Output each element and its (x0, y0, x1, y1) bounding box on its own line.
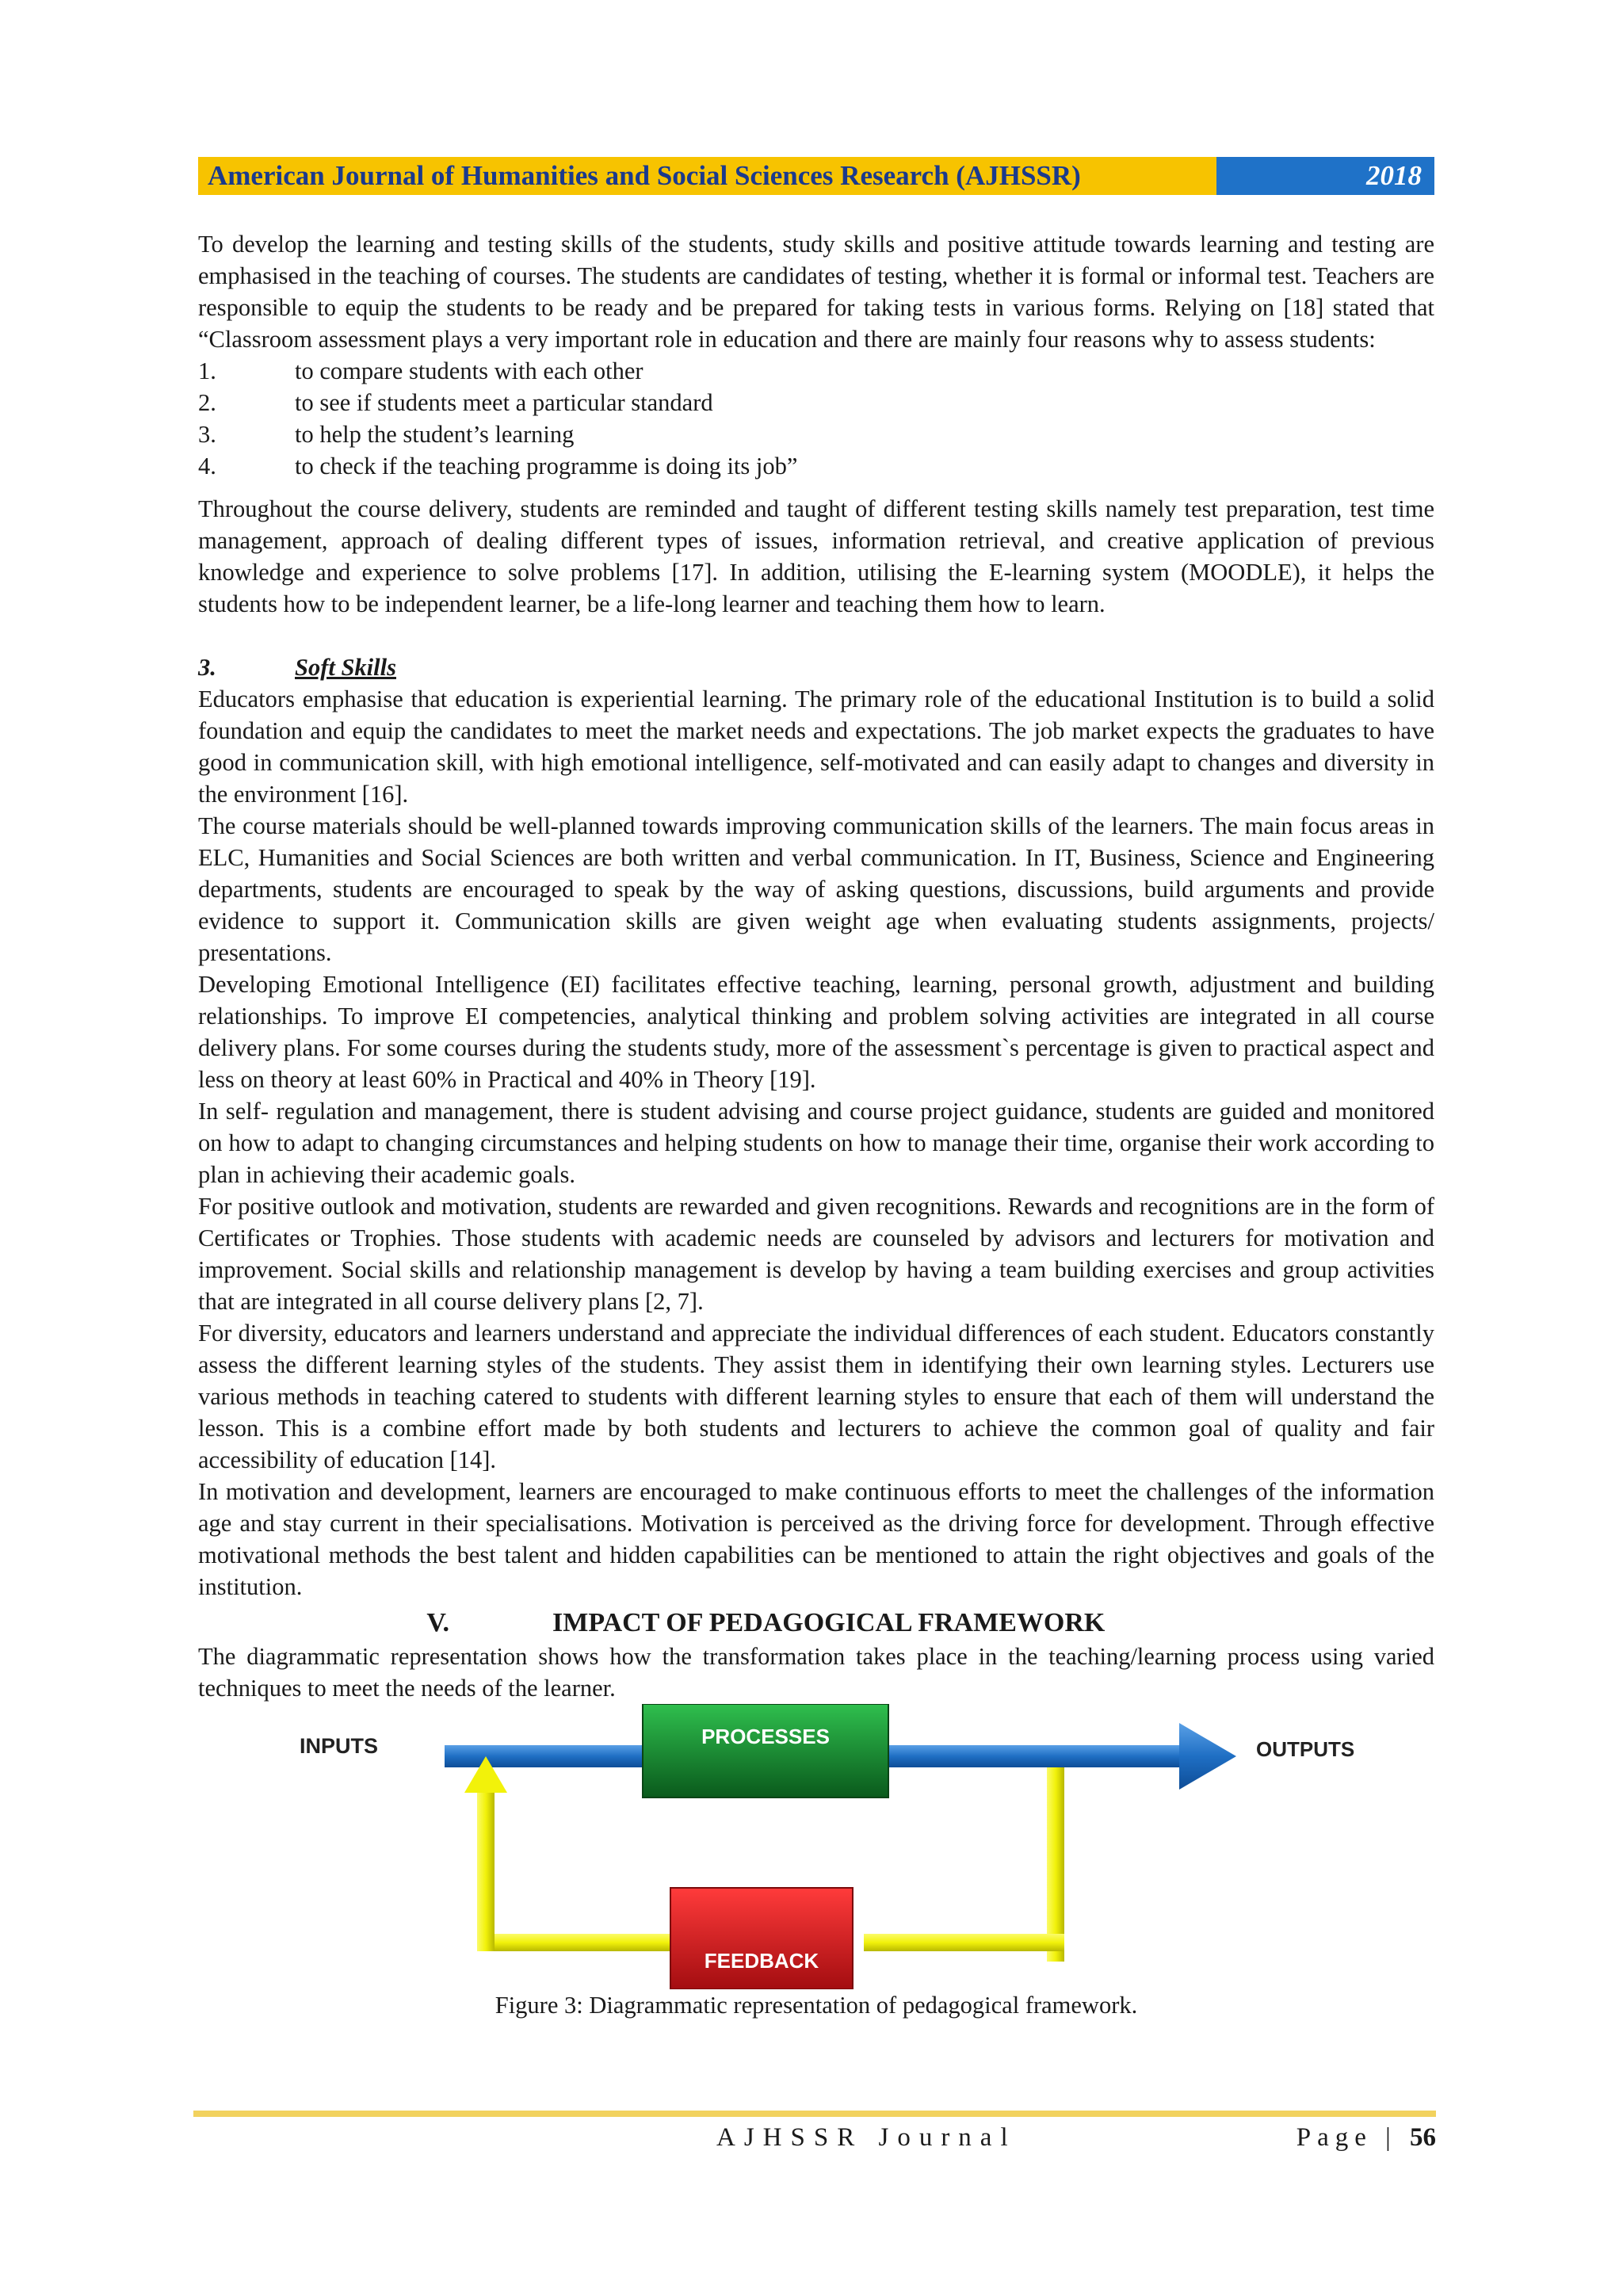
reasons-list (198, 355, 1434, 482)
list-number: 3. (198, 421, 216, 448)
list-text: to check if the teaching programme is doing its job” (295, 453, 798, 479)
list-item (198, 418, 1434, 450)
outputs-label: OUTPUTS (1256, 1737, 1355, 1761)
list-text: to help the student’s learning (295, 421, 575, 448)
page (198, 157, 1434, 2021)
list-item (198, 387, 1434, 418)
processes-box (643, 1704, 888, 1797)
soft-skills-paragraph: For diversity, educators and learners understand and appreciate the individual differences of each student. Educators constantly assess the different learning styles of the students. They assist them in identifying their own learning styles. Lecturers use various methods in teaching catered to students with different learning styles to ensure that each of them will understand the lesson. This is a combine effort made by both students and lecturers to achieve the common goal of quality and fair accessibility of education [14]. (198, 1320, 1434, 1473)
soft-skills-paragraph: The course materials should be well-planned towards improving communication skills of the learners. The main focus areas in ELC, Humanities and Social Sciences are both written and verbal communication. In IT, Business, Science and Engineering departments, students are encouraged to speak by the way of asking questions, discussions, build arguments and provide evidence to support it. Communication skills are given weight age when evaluating students assignments, projects/ presentations. (198, 812, 1434, 966)
journal-name: American Journal of Humanities and Social Sciences Research (AJHSSR) (198, 157, 1216, 195)
list-text: to see if students meet a particular standard (295, 389, 713, 416)
processes-label: PROCESSES (701, 1725, 830, 1748)
intro-paragraph: To develop the learning and testing skills of the students, study skills and positive attitude towards learning and testing are emphasised in the teaching of courses. The students are candidates of testing, whether it is formal or informal test. Teachers are responsible to equip the students to be ready and be prepared for taking tests in various forms. Relying on [18] stated that “Classroom assessment plays a very important role in education and there are mainly four reasons why to assess students: (198, 231, 1434, 353)
soft-skills-paragraph: In self- regulation and management, there is student advising and course project guidance, students are guided and monitored on how to adapt to changing circumstances and helping students on how to manage their time, organise their work according to plan in achieving their academic goals. (198, 1098, 1434, 1188)
soft-skills-paragraph: For positive outlook and motivation, students are rewarded and given recognitions. Rewards and recognitions are in the form of Certificates or Trophies. Those students with academic needs are counseled by advisors and lecturers for motivation and improvement. Social skills and relationship management is develop by having a team building exercises and group activities that are integrated in all course delivery plans [2, 7]. (198, 1193, 1434, 1315)
section-number: 3. (198, 654, 216, 681)
list-item (198, 355, 1434, 387)
feedback-box (670, 1888, 853, 1989)
section-v-title: IMPACT OF PEDAGOGICAL FRAMEWORK (552, 1608, 1106, 1637)
soft-skills-heading (198, 651, 1434, 683)
framework-diagram-svg (198, 1704, 1434, 1989)
inputs-label: INPUTS (300, 1734, 379, 1758)
list-item (198, 450, 1434, 482)
figure-caption: Figure 3: Diagrammatic representation of pedagogical framework. (495, 1992, 1138, 2019)
section-v-heading (198, 1606, 1434, 1641)
list-number: 2. (198, 389, 216, 416)
body-text (198, 228, 1434, 2021)
footer-journal: AJHSSR Journal (716, 2123, 1017, 2152)
section-v-paragraph: The diagrammatic representation shows how the transformation takes place in the teaching/learning process using varied techniques to meet the needs of the learner. (198, 1643, 1434, 1702)
soft-skills-paragraph: In motivation and development, learners are encouraged to make continuous efforts to meet the challenges of the information age and stay current in their specialisations. Motivation is perceived as the driving force for development. Through effective motivational methods the best talent and hidden capabilities can be mentioned to attain the right objectives and goals of the institution. (198, 1478, 1434, 1600)
testing-paragraph: Throughout the course delivery, students are reminded and taught of different testing skills namely test preparation, test time management, approach of dealing different types of issues, information retrieval, and creative application of previous knowledge and experience to solve problems [17]. In addition, utilising the E-learning system (MOODLE), it helps the students how to be independent learner, be a life-long learner and teaching them how to learn. (198, 495, 1434, 617)
page-number: 56 (1410, 2123, 1436, 2152)
page-footer (193, 2119, 1436, 2156)
page-label: Page | (1296, 2123, 1397, 2152)
section-v-number: V. (426, 1608, 449, 1637)
journal-year: 2018 (1216, 157, 1434, 195)
list-text: to compare students with each other (295, 357, 643, 384)
list-number: 1. (198, 357, 216, 384)
footer-rule (193, 2111, 1436, 2117)
soft-skills-paragraph: Educators emphasise that education is experiential learning. The primary role of the educational Institution is to build a solid foundation and equip the candidates to meet the market needs and expectations. The job market expects the graduates to have good in communication skill, with high emotional intelligence, self-motivated and can easily adapt to changes and diversity in the environment [16]. (198, 686, 1434, 808)
list-number: 4. (198, 453, 216, 479)
framework-diagram (198, 1704, 1434, 1989)
feedback-label: FEEDBACK (704, 1949, 819, 1973)
running-header (198, 157, 1434, 195)
section-title: Soft Skills (295, 654, 396, 681)
soft-skills-paragraph: Developing Emotional Intelligence (EI) facilitates effective teaching, learning, personal growth, adjustment and building relationships. To improve EI competencies, analytical thinking and problem solving activities are integrated in all course delivery plans. For some courses during the students study, more of the assessment`s percentage is given to practical aspect and less on theory at least 60% in Practical and 40% in Theory [19]. (198, 971, 1434, 1093)
footer-page (1296, 2119, 1436, 2156)
